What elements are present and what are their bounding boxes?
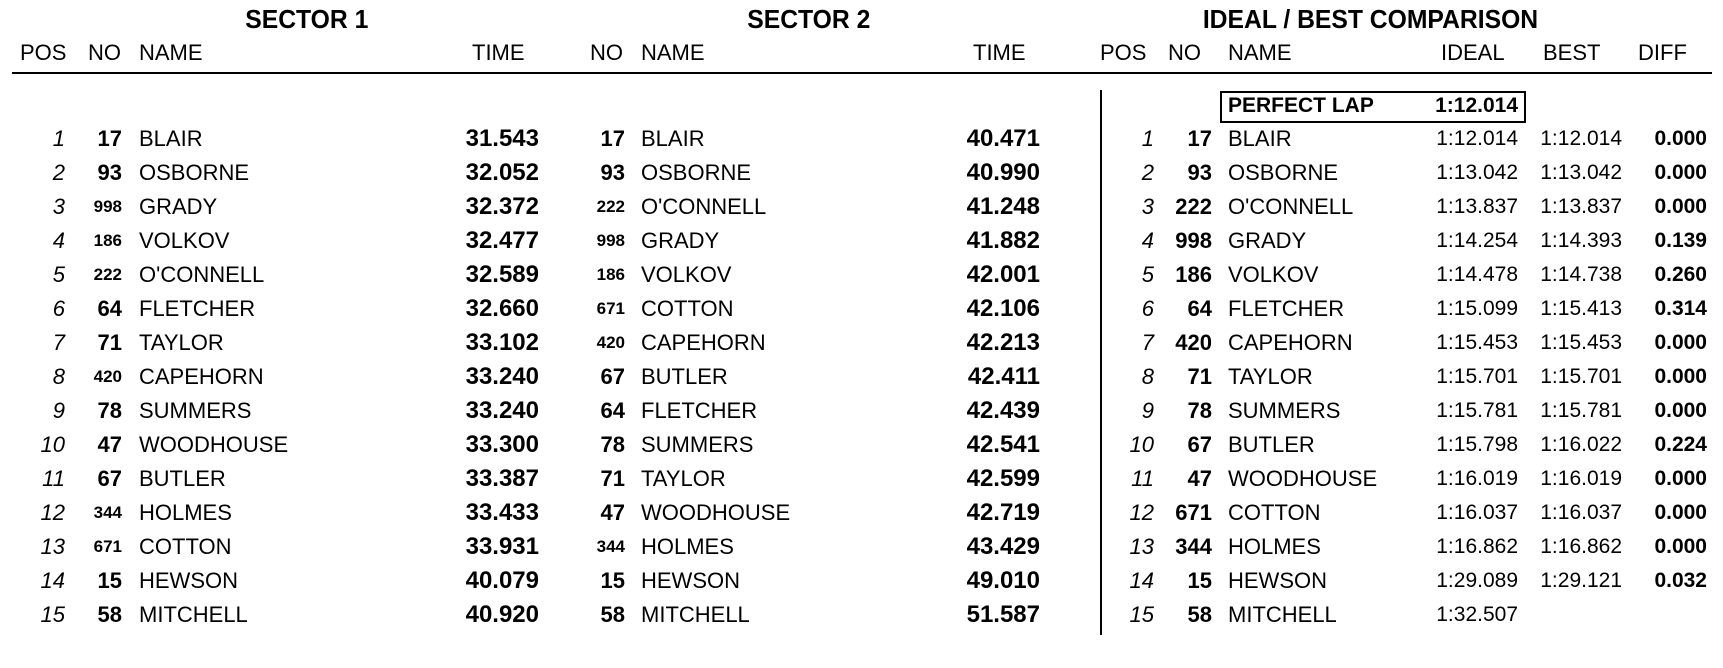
- driver-name-cell: HEWSON: [641, 568, 740, 593]
- driver-name-cell: HEWSON: [139, 568, 238, 593]
- driver-name-cell: TAYLOR: [1228, 364, 1313, 389]
- position-cell: 7: [52, 330, 65, 355]
- sector-time-cell: 40.990: [966, 159, 1040, 186]
- position-cell: 8: [1141, 364, 1154, 389]
- driver-name-cell: TAYLOR: [641, 466, 726, 491]
- best-time-cell: 1:16.022: [1540, 433, 1622, 456]
- driver-name-cell: O'CONNELL: [139, 262, 265, 287]
- car-number-cell: 186: [93, 231, 122, 250]
- best-time-cell: 1:12.014: [1540, 127, 1622, 150]
- sector-time-cell: 42.411: [967, 363, 1040, 390]
- sector1-title: SECTOR 1: [245, 4, 369, 34]
- position-cell: 10: [40, 432, 65, 457]
- best-time-cell: 1:15.453: [1540, 331, 1622, 354]
- ideal-time-cell: 1:32.507: [1436, 603, 1518, 626]
- car-number-cell: 671: [1175, 500, 1212, 525]
- driver-name-cell: COTTON: [1228, 500, 1321, 525]
- ideal-time-cell: 1:13.837: [1436, 195, 1518, 218]
- diff-cell: 0.000: [1654, 399, 1707, 422]
- header-ideal: IDEAL: [1441, 40, 1505, 65]
- diff-cell: 0.314: [1654, 297, 1707, 320]
- position-cell: 7: [1141, 330, 1154, 355]
- car-number-cell: 58: [1187, 602, 1212, 627]
- header-time: TIME: [472, 40, 525, 65]
- best-time-cell: 1:15.701: [1540, 365, 1622, 388]
- driver-name-cell: GRADY: [641, 228, 720, 253]
- car-number-cell: 64: [600, 398, 625, 423]
- position-cell: 15: [40, 602, 65, 627]
- ideal-time-cell: 1:15.781: [1436, 399, 1518, 422]
- driver-name-cell: BLAIR: [1228, 126, 1292, 151]
- driver-name-cell: WOODHOUSE: [641, 500, 791, 525]
- position-cell: 15: [1129, 602, 1154, 627]
- car-number-cell: 344: [93, 503, 122, 522]
- driver-name-cell: OSBORNE: [1228, 160, 1339, 185]
- header-pos-cmp: POS: [1100, 40, 1147, 65]
- ideal-time-cell: 1:15.701: [1436, 365, 1518, 388]
- header-no-s2: NO: [590, 40, 623, 65]
- best-time-cell: 1:29.121: [1540, 569, 1622, 592]
- sector-time-cell: 32.660: [465, 295, 539, 322]
- car-number-cell: 67: [600, 364, 625, 389]
- position-cell: 9: [52, 398, 65, 423]
- sector-time-cell: 33.433: [465, 499, 539, 526]
- sector-time-cell: 42.599: [966, 465, 1040, 492]
- sector-time-cell: 40.471: [966, 125, 1040, 152]
- sector-time-cell: 33.387: [465, 465, 539, 492]
- driver-name-cell: BLAIR: [641, 126, 705, 151]
- sector-time-cell: 33.240: [465, 397, 539, 424]
- best-time-cell: 1:15.781: [1540, 399, 1622, 422]
- driver-name-cell: HEWSON: [1228, 568, 1327, 593]
- diff-cell: 0.139: [1654, 229, 1707, 252]
- car-number-cell: 93: [1187, 160, 1212, 185]
- position-cell: 11: [42, 466, 65, 491]
- driver-name-cell: CAPEHORN: [641, 330, 766, 355]
- diff-cell: 0.000: [1654, 535, 1707, 558]
- position-cell: 8: [52, 364, 65, 389]
- ideal-time-cell: 1:16.862: [1436, 535, 1518, 558]
- car-number-cell: 78: [97, 398, 122, 423]
- car-number-cell: 420: [596, 333, 625, 352]
- position-cell: 4: [1141, 228, 1154, 253]
- driver-name-cell: VOLKOV: [1228, 262, 1319, 287]
- position-cell: 13: [40, 534, 65, 559]
- ideal-time-cell: 1:16.037: [1436, 501, 1518, 524]
- position-cell: 6: [52, 296, 65, 321]
- car-number-cell: 222: [596, 197, 625, 216]
- driver-name-cell: CAPEHORN: [139, 364, 264, 389]
- sector-time-cell: 32.589: [465, 261, 539, 288]
- position-cell: 11: [1131, 466, 1154, 491]
- sector-time-cell: 42.213: [966, 329, 1040, 356]
- position-cell: 12: [1129, 500, 1154, 525]
- car-number-cell: 17: [97, 126, 122, 151]
- sector-time-cell: 33.240: [465, 363, 539, 390]
- position-cell: 2: [1141, 160, 1154, 185]
- driver-name-cell: O'CONNELL: [1228, 194, 1354, 219]
- ideal-time-cell: 1:15.099: [1436, 297, 1518, 320]
- ideal-time-cell: 1:14.478: [1436, 263, 1518, 286]
- position-cell: 12: [40, 500, 65, 525]
- driver-name-cell: SUMMERS: [1228, 398, 1341, 423]
- driver-name-cell: GRADY: [139, 194, 218, 219]
- driver-name-cell: BUTLER: [641, 364, 728, 389]
- car-number-cell: 78: [600, 432, 625, 457]
- sector-time-cell: 32.052: [465, 159, 539, 186]
- driver-name-cell: OSBORNE: [641, 160, 752, 185]
- best-time-cell: 1:13.837: [1540, 195, 1622, 218]
- car-number-cell: 671: [93, 537, 122, 556]
- car-number-cell: 671: [596, 299, 625, 318]
- ideal-time-cell: 1:14.254: [1436, 229, 1518, 252]
- driver-name-cell: VOLKOV: [139, 228, 230, 253]
- diff-cell: 0.000: [1654, 331, 1707, 354]
- header-best: BEST: [1543, 40, 1601, 65]
- driver-name-cell: COTTON: [641, 296, 734, 321]
- sector-time-cell: 32.372: [465, 193, 539, 220]
- car-number-cell: 93: [600, 160, 625, 185]
- header-pos: POS: [20, 40, 67, 65]
- position-cell: 9: [1141, 398, 1154, 423]
- header-name: NAME: [139, 40, 203, 65]
- diff-cell: 0.224: [1654, 433, 1707, 456]
- car-number-cell: 58: [97, 602, 122, 627]
- car-number-cell: 67: [1187, 432, 1212, 457]
- driver-name-cell: FLETCHER: [139, 296, 256, 321]
- car-number-cell: 15: [97, 568, 122, 593]
- driver-name-cell: TAYLOR: [139, 330, 224, 355]
- driver-name-cell: MITCHELL: [1228, 602, 1337, 627]
- car-number-cell: 222: [93, 265, 122, 284]
- sector-time-cell: 42.439: [966, 397, 1040, 424]
- best-time-cell: 1:16.019: [1540, 467, 1622, 490]
- car-number-cell: 186: [596, 265, 625, 284]
- position-cell: 10: [1129, 432, 1154, 457]
- car-number-cell: 47: [600, 500, 625, 525]
- driver-name-cell: HOLMES: [139, 500, 232, 525]
- driver-name-cell: MITCHELL: [641, 602, 750, 627]
- ideal-time-cell: 1:16.019: [1436, 467, 1518, 490]
- driver-name-cell: BUTLER: [1228, 432, 1315, 457]
- sector-time-cell: 42.719: [966, 499, 1040, 526]
- driver-name-cell: BUTLER: [139, 466, 226, 491]
- header-rule: [12, 72, 1712, 74]
- sector-time-cell: 49.010: [966, 567, 1040, 594]
- driver-name-cell: CAPEHORN: [1228, 330, 1353, 355]
- driver-name-cell: SUMMERS: [139, 398, 252, 423]
- sector-time-cell: 40.920: [465, 601, 539, 628]
- driver-name-cell: OSBORNE: [139, 160, 250, 185]
- position-cell: 1: [1141, 126, 1154, 151]
- header-name-s2: NAME: [641, 40, 705, 65]
- position-cell: 4: [52, 228, 65, 253]
- car-number-cell: 420: [93, 367, 122, 386]
- car-number-cell: 998: [1175, 228, 1212, 253]
- perfect-lap-value: 1:12.014: [1435, 94, 1518, 117]
- driver-name-cell: VOLKOV: [641, 262, 732, 287]
- car-number-cell: 64: [97, 296, 122, 321]
- sector-time-cell: 33.300: [465, 431, 539, 458]
- car-number-cell: 58: [600, 602, 625, 627]
- car-number-cell: 47: [97, 432, 122, 457]
- car-number-cell: 998: [596, 231, 625, 250]
- position-cell: 1: [52, 126, 65, 151]
- comparison-title: IDEAL / BEST COMPARISON: [1202, 4, 1539, 34]
- driver-name-cell: WOODHOUSE: [1228, 466, 1378, 491]
- car-number-cell: 93: [97, 160, 122, 185]
- driver-name-cell: SUMMERS: [641, 432, 754, 457]
- comparison-divider: [1100, 90, 1102, 635]
- diff-cell: 0.000: [1654, 365, 1707, 388]
- best-time-cell: 1:13.042: [1540, 161, 1622, 184]
- sector-time-cell: 31.543: [465, 125, 539, 152]
- sector-time-cell: 41.882: [966, 227, 1040, 254]
- sector-time-cell: 42.001: [966, 261, 1040, 288]
- driver-name-cell: COTTON: [139, 534, 232, 559]
- car-number-cell: 186: [1175, 262, 1212, 287]
- driver-name-cell: FLETCHER: [641, 398, 758, 423]
- driver-name-cell: BLAIR: [139, 126, 203, 151]
- ideal-time-cell: 1:15.798: [1436, 433, 1518, 456]
- driver-name-cell: MITCHELL: [139, 602, 248, 627]
- car-number-cell: 420: [1175, 330, 1212, 355]
- diff-cell: 0.000: [1654, 127, 1707, 150]
- car-number-cell: 344: [596, 537, 625, 556]
- position-cell: 2: [52, 160, 65, 185]
- car-number-cell: 998: [93, 197, 122, 216]
- car-number-cell: 67: [97, 466, 122, 491]
- ideal-time-cell: 1:29.089: [1436, 569, 1518, 592]
- header-time-s2: TIME: [973, 40, 1026, 65]
- driver-name-cell: FLETCHER: [1228, 296, 1345, 321]
- car-number-cell: 71: [97, 330, 122, 355]
- position-cell: 14: [1129, 568, 1154, 593]
- sector-time-cell: 40.079: [465, 567, 539, 594]
- ideal-time-cell: 1:12.014: [1436, 127, 1518, 150]
- driver-name-cell: HOLMES: [641, 534, 734, 559]
- sector-time-cell: 33.102: [465, 329, 539, 356]
- car-number-cell: 17: [600, 126, 625, 151]
- car-number-cell: 64: [1187, 296, 1212, 321]
- position-cell: 14: [40, 568, 65, 593]
- sector-time-cell: 41.248: [966, 193, 1040, 220]
- sector-time-cell: 33.931: [465, 533, 539, 560]
- car-number-cell: 222: [1175, 194, 1212, 219]
- sector-time-cell: 42.106: [966, 295, 1040, 322]
- diff-cell: 0.032: [1654, 569, 1707, 592]
- header-no-cmp: NO: [1168, 40, 1201, 65]
- header-diff: DIFF: [1638, 40, 1687, 65]
- driver-name-cell: GRADY: [1228, 228, 1307, 253]
- position-cell: 13: [1129, 534, 1154, 559]
- sector-time-cell: 43.429: [966, 533, 1040, 560]
- diff-cell: 0.000: [1654, 501, 1707, 524]
- best-time-cell: 1:16.862: [1540, 535, 1622, 558]
- header-name-cmp: NAME: [1228, 40, 1292, 65]
- position-cell: 5: [1141, 262, 1154, 287]
- car-number-cell: 15: [600, 568, 625, 593]
- diff-cell: 0.000: [1654, 195, 1707, 218]
- car-number-cell: 78: [1187, 398, 1212, 423]
- car-number-cell: 47: [1187, 466, 1212, 491]
- position-cell: 5: [52, 262, 65, 287]
- position-cell: 3: [52, 194, 65, 219]
- diff-cell: 0.260: [1654, 263, 1707, 286]
- diff-cell: 0.000: [1654, 467, 1707, 490]
- best-time-cell: 1:14.393: [1540, 229, 1622, 252]
- driver-name-cell: WOODHOUSE: [139, 432, 289, 457]
- best-time-cell: 1:15.413: [1540, 297, 1622, 320]
- position-cell: 6: [1141, 296, 1154, 321]
- best-time-cell: 1:14.738: [1540, 263, 1622, 286]
- driver-name-cell: HOLMES: [1228, 534, 1321, 559]
- car-number-cell: 71: [1187, 364, 1212, 389]
- car-number-cell: 71: [600, 466, 625, 491]
- sector-time-cell: 32.477: [465, 227, 539, 254]
- ideal-time-cell: 1:15.453: [1436, 331, 1518, 354]
- best-time-cell: 1:16.037: [1540, 501, 1622, 524]
- perfect-lap-label: PERFECT LAP: [1228, 94, 1374, 117]
- car-number-cell: 344: [1175, 534, 1212, 559]
- sector-time-cell: 51.587: [966, 601, 1040, 628]
- position-cell: 3: [1141, 194, 1154, 219]
- diff-cell: 0.000: [1654, 161, 1707, 184]
- sector2-title: SECTOR 2: [747, 4, 871, 34]
- ideal-time-cell: 1:13.042: [1436, 161, 1518, 184]
- car-number-cell: 17: [1187, 126, 1212, 151]
- header-no: NO: [88, 40, 121, 65]
- driver-name-cell: O'CONNELL: [641, 194, 767, 219]
- sector-time-cell: 42.541: [966, 431, 1040, 458]
- car-number-cell: 15: [1187, 568, 1212, 593]
